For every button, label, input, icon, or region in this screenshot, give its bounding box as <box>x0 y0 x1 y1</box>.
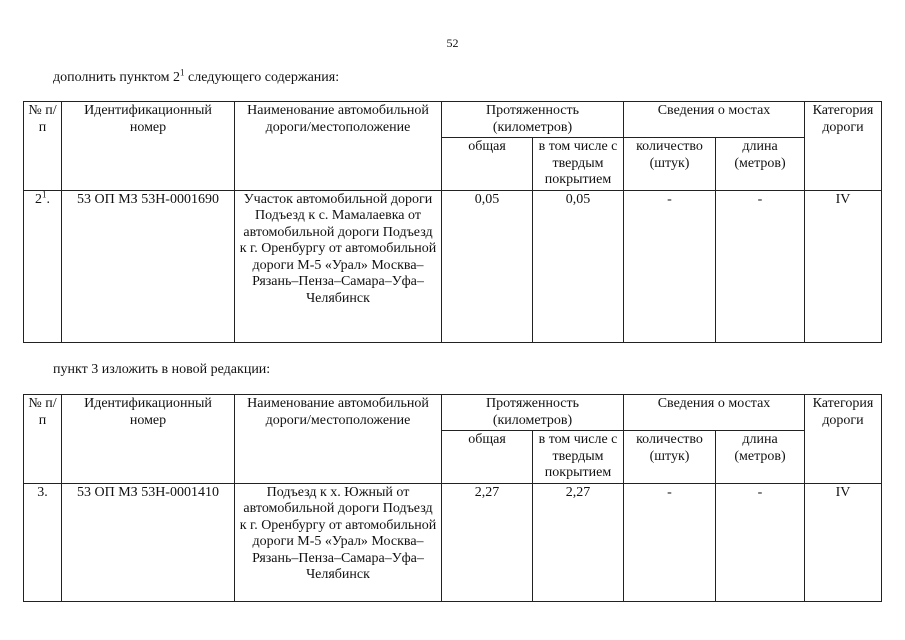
header-name: Наименование автомобильной дороги/местоположение <box>235 395 442 484</box>
row-length-paved: 2,27 <box>533 483 624 601</box>
header-bridges: Сведения о мостах <box>624 102 805 138</box>
header-length-paved: в том числе с твердым покрытием <box>533 431 624 484</box>
header-bridges-count: количество (штук) <box>624 431 716 484</box>
row-category: IV <box>805 483 882 601</box>
section-1-intro-tail: следующего содержания: <box>184 70 340 85</box>
header-num: № п/п <box>24 102 62 191</box>
row-name: Участок автомобильной дороги Подъезд к с. Мамалаевка от автомобильной дороги Подъезд к г. Оренбургу от автомобильной дороги М-5 «Урал» Москва–Рязань–Пенза–Самара–Уфа–Челябинск <box>235 190 442 342</box>
header-name: Наименование автомобильной дороги/местоположение <box>235 102 442 191</box>
table-2-header-row <box>24 395 882 431</box>
row-id: 53 ОП МЗ 53Н-0001690 <box>62 190 235 342</box>
header-length-paved: в том числе с твердым покрытием <box>533 138 624 191</box>
header-bridges-length: длина (метров) <box>716 431 805 484</box>
row-num-text: 2 <box>35 191 42 207</box>
row-num-tail: . <box>46 191 50 207</box>
table-row <box>24 483 882 601</box>
header-bridges: Сведения о мостах <box>624 395 805 431</box>
header-id: Идентификационный номер <box>62 102 235 191</box>
row-category: IV <box>805 190 882 342</box>
header-num: № п/п <box>24 395 62 484</box>
table-row <box>24 190 882 342</box>
header-id: Идентификационный номер <box>62 395 235 484</box>
row-length-paved: 0,05 <box>533 190 624 342</box>
row-num <box>24 190 62 342</box>
row-bridges-count: - <box>624 190 716 342</box>
section-2-intro: пункт 3 изложить в новой редакции: <box>53 362 271 377</box>
section-1-intro-superscript: 1 <box>180 67 185 78</box>
header-category: Категория дороги <box>805 102 882 191</box>
section-1-intro-text: дополнить пунктом 2 <box>53 70 181 85</box>
row-num: 3. <box>24 483 62 601</box>
roads-table-2 <box>23 394 882 602</box>
row-bridges-count: - <box>624 483 716 601</box>
header-bridges-length: длина (метров) <box>716 138 805 191</box>
header-bridges-count: количество (штук) <box>624 138 716 191</box>
row-name: Подъезд к х. Южный от автомобильной дороги Подъезд к г. Оренбургу от автомобильной дороги М-5 «Урал» Москва–Рязань–Пенза–Самара–Уфа–Челябинск <box>235 483 442 601</box>
header-length-total: общая <box>442 431 533 484</box>
row-length-total: 2,27 <box>442 483 533 601</box>
header-length: Протяженность (километров) <box>442 102 624 138</box>
section-1-intro <box>53 67 340 86</box>
header-category: Категория дороги <box>805 395 882 484</box>
row-bridges-length: - <box>716 190 805 342</box>
table-1-header-row <box>24 102 882 138</box>
row-id: 53 ОП МЗ 53Н-0001410 <box>62 483 235 601</box>
roads-table-1 <box>23 101 882 343</box>
row-bridges-length: - <box>716 483 805 601</box>
row-length-total: 0,05 <box>442 190 533 342</box>
header-length-total: общая <box>442 138 533 191</box>
row-num-superscript: 1 <box>42 188 47 199</box>
header-length: Протяженность (километров) <box>442 395 624 431</box>
page-number: 52 <box>446 36 459 50</box>
